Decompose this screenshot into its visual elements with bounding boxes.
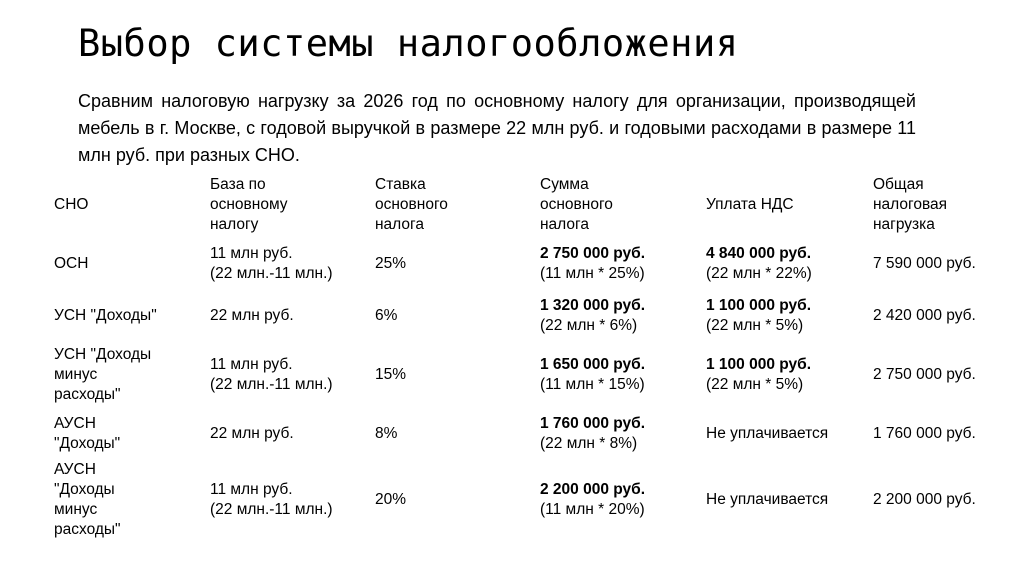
cell-sno: АУСН "Доходы" <box>54 415 121 452</box>
cell-sum: 2 200 000 руб. (11 млн * 20%) <box>540 481 646 518</box>
cell-base: 11 млн руб. (22 млн.-11 млн.) <box>210 481 333 518</box>
cell-sno: УСН "Доходы минус расходы" <box>54 346 152 403</box>
table-row <box>50 238 1003 290</box>
header-total: Общая налоговая нагрузка <box>873 176 948 233</box>
cell-rate: 20% <box>375 491 407 508</box>
table-row <box>50 408 1003 460</box>
cell-vat: 4 840 000 руб. (22 млн * 22%) <box>706 245 812 282</box>
cell-base: 22 млн руб. <box>210 307 294 324</box>
header-sno: СНО <box>54 196 89 213</box>
header-rate: Ставка основного налога <box>375 176 448 233</box>
cell-sum: 1 320 000 руб. (22 млн * 6%) <box>540 297 646 334</box>
cell-rate: 6% <box>375 307 398 324</box>
cell-total: 7 590 000 руб. <box>873 255 976 272</box>
header-base: База по основному налогу <box>210 176 288 233</box>
cell-sno: ОСН <box>54 255 89 272</box>
cell-sum: 2 750 000 руб. (11 млн * 25%) <box>540 245 646 282</box>
cell-total: 2 200 000 руб. <box>873 491 976 508</box>
cell-total: 2 420 000 руб. <box>873 307 976 324</box>
header-sum: Сумма основного налога <box>540 176 613 233</box>
cell-sum: 1 760 000 руб. (22 млн * 8%) <box>540 415 646 452</box>
cell-vat: Не уплачивается <box>706 491 829 508</box>
cell-rate: 25% <box>375 255 407 272</box>
table-row <box>50 290 1003 342</box>
cell-total: 2 750 000 руб. <box>873 366 976 383</box>
cell-sum: 1 650 000 руб. (11 млн * 15%) <box>540 356 646 393</box>
tax-comparison-table <box>50 172 1003 540</box>
table-row <box>50 460 1003 540</box>
table-header-row <box>50 172 1003 238</box>
cell-vat: Не уплачивается <box>706 425 829 442</box>
cell-base: 11 млн руб. (22 млн.-11 млн.) <box>210 245 333 282</box>
cell-vat: 1 100 000 руб. (22 млн * 5%) <box>706 356 812 393</box>
cell-base: 22 млн руб. <box>210 425 294 442</box>
slide-title: Выбор системы налогообложения <box>78 22 739 65</box>
cell-sno: УСН "Доходы" <box>54 307 157 324</box>
cell-base: 11 млн руб. (22 млн.-11 млн.) <box>210 356 333 393</box>
header-vat: Уплата НДС <box>706 196 794 213</box>
cell-rate: 8% <box>375 425 398 442</box>
cell-sno: АУСН "Доходы минус расходы" <box>54 461 121 538</box>
cell-rate: 15% <box>375 366 407 383</box>
cell-total: 1 760 000 руб. <box>873 425 976 442</box>
intro-paragraph: Сравним налоговую нагрузку за 2026 год по основному налогу для организации, производящей мебель в г. Москве, с годовой выручкой в размере 22 млн руб. и годовыми расходами в размере 11 млн руб. при разных СНО. <box>78 91 916 165</box>
table-row <box>50 342 1003 408</box>
cell-vat: 1 100 000 руб. (22 млн * 5%) <box>706 297 812 334</box>
